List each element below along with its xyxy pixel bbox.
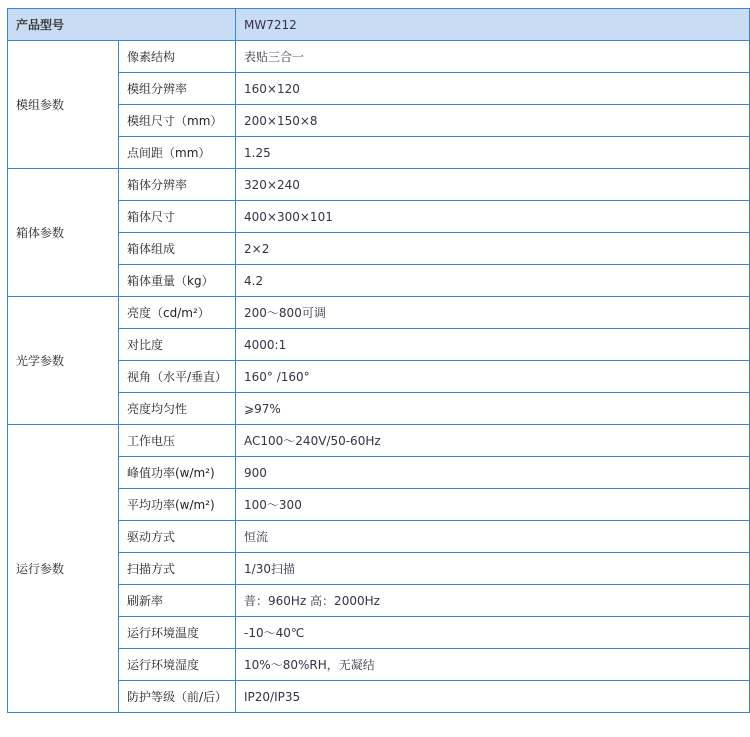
table-row (8, 617, 750, 649)
table-row (8, 297, 750, 329)
table-row (8, 585, 750, 617)
table-row (8, 41, 750, 73)
group-label: 运行参数 (8, 425, 119, 713)
spec-value: 4000:1 (236, 329, 750, 361)
spec-label: 像素结构 (119, 41, 236, 73)
spec-value: -10～40℃ (236, 617, 750, 649)
table-row (8, 105, 750, 137)
table-row (8, 489, 750, 521)
table-row (8, 457, 750, 489)
table-row (8, 393, 750, 425)
spec-value: 10%～80%RH，无凝结 (236, 649, 750, 681)
header-value: MW7212 (236, 9, 750, 41)
table-row (8, 73, 750, 105)
group-label: 箱体参数 (8, 169, 119, 297)
table-row (8, 201, 750, 233)
spec-label: 点间距（mm） (119, 137, 236, 169)
spec-label: 箱体分辨率 (119, 169, 236, 201)
spec-table (7, 8, 750, 713)
spec-value: IP20/IP35 (236, 681, 750, 713)
spec-value: 恒流 (236, 521, 750, 553)
spec-value: 160×120 (236, 73, 750, 105)
table-row (8, 329, 750, 361)
spec-label: 箱体尺寸 (119, 201, 236, 233)
spec-label: 工作电压 (119, 425, 236, 457)
table-row (8, 265, 750, 297)
spec-label: 刷新率 (119, 585, 236, 617)
spec-label: 扫描方式 (119, 553, 236, 585)
spec-value: 表贴三合一 (236, 41, 750, 73)
table-row (8, 681, 750, 713)
spec-label: 对比度 (119, 329, 236, 361)
header-label: 产品型号 (8, 9, 236, 41)
spec-label: 模组尺寸（mm） (119, 105, 236, 137)
spec-value: 4.2 (236, 265, 750, 297)
table-row (8, 649, 750, 681)
spec-value: 普：960Hz 高：2000Hz (236, 585, 750, 617)
table-row (8, 233, 750, 265)
table-row (8, 521, 750, 553)
spec-value: 200×150×8 (236, 105, 750, 137)
table-row (8, 361, 750, 393)
spec-label: 箱体组成 (119, 233, 236, 265)
spec-value: 2×2 (236, 233, 750, 265)
table-row (8, 425, 750, 457)
spec-value: 1/30扫描 (236, 553, 750, 585)
group-label: 光学参数 (8, 297, 119, 425)
table-row (8, 553, 750, 585)
spec-value: AC100～240V/50-60Hz (236, 425, 750, 457)
spec-value: 1.25 (236, 137, 750, 169)
spec-value: 200～800可调 (236, 297, 750, 329)
spec-value: 320×240 (236, 169, 750, 201)
spec-label: 箱体重量（kg） (119, 265, 236, 297)
table-row (8, 169, 750, 201)
spec-label: 驱动方式 (119, 521, 236, 553)
spec-value: 160° /160° (236, 361, 750, 393)
spec-label: 运行环境温度 (119, 617, 236, 649)
spec-label: 亮度（cd/m²） (119, 297, 236, 329)
spec-value: 900 (236, 457, 750, 489)
header-row (8, 9, 750, 41)
spec-label: 运行环境湿度 (119, 649, 236, 681)
spec-label: 峰值功率(w/m²) (119, 457, 236, 489)
group-label: 模组参数 (8, 41, 119, 169)
spec-value: 100～300 (236, 489, 750, 521)
spec-label: 亮度均匀性 (119, 393, 236, 425)
spec-value: ⩾97% (236, 393, 750, 425)
spec-label: 视角（水平/垂直） (119, 361, 236, 393)
table-row (8, 137, 750, 169)
spec-value: 400×300×101 (236, 201, 750, 233)
spec-label: 防护等级（前/后） (119, 681, 236, 713)
spec-label: 平均功率(w/m²) (119, 489, 236, 521)
spec-label: 模组分辨率 (119, 73, 236, 105)
